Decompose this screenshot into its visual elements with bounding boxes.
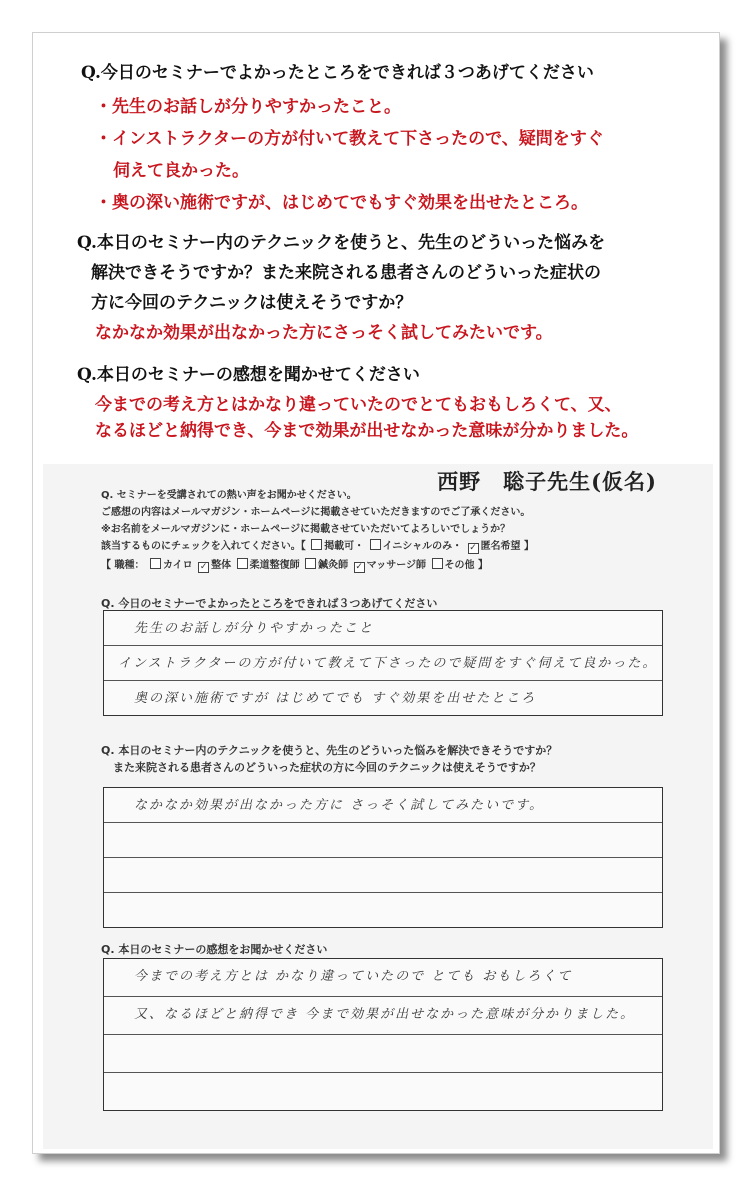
answer-line (104, 893, 662, 927)
testimonial-card (32, 32, 720, 1154)
answer-text: 奥の深い施術ですが はじめてでも すぐ効果を出せたところ (134, 691, 537, 706)
anonymous-label: 匿名希望 (480, 541, 521, 552)
answer-line (104, 823, 662, 858)
job-judo-label: 柔道整復師 (249, 560, 300, 571)
job-row (101, 556, 488, 573)
publish-ok-label: 掲載可・ (324, 541, 365, 552)
respondent-name: 西野 聡子先生(仮名) (437, 469, 657, 494)
q1-answer-3: ・奥の深い施術ですが、はじめてでもすぐ効果を出せたところ。 (95, 193, 588, 213)
q2-question-1: Q.本日のセミナー内のテクニックを使うと、先生のどういった悩みを (77, 233, 606, 253)
form-header-1: Q. セミナーを受講されての熱い声をお聞かせください。 (101, 490, 357, 501)
answer-line (104, 858, 662, 893)
q1-answer-2: ・インストラクターの方が付いて教えて下さったので、疑問をすぐ (95, 129, 604, 149)
job-acupuncture-checkbox[interactable] (305, 558, 316, 569)
answer-text: インストラクターの方が付いて教えて下さったので疑問をすぐ伺えて良かった。 (118, 656, 658, 671)
q1-question: Q.今日のセミナーでよかったところをできれば３つあげてください (81, 63, 594, 83)
section-2-answer-box (103, 787, 663, 928)
job-other-checkbox[interactable] (432, 558, 443, 569)
job-seitai-checkbox[interactable]: ✓ (199, 562, 208, 572)
section-2-title-1: Q. 本日のセミナー内のテクニックを使うと、先生のどういった悩みを解決できそうですか？ (101, 744, 558, 757)
section-3-title: Q. 本日のセミナーの感想をお聞かせください (101, 943, 328, 956)
q2-question-2: 解決できそうですか？また来院される患者さんのどういった症状の (91, 263, 601, 283)
q2-question-3: 方に今回のテクニックは使えそうですか？ (91, 293, 413, 313)
answer-line (104, 959, 662, 997)
check-prompt: 該当するものにチェックを入れてください。【 (101, 541, 306, 552)
job-close-bracket: 】 (477, 560, 488, 571)
form-header-3: ※お名前をメールマガジンに・ホームページに掲載させていただいてよろしいでしょうか？ (101, 524, 511, 535)
job-chiro-checkbox[interactable] (150, 558, 161, 569)
initials-only-checkbox[interactable] (370, 539, 381, 550)
q3-answer-1: 今までの考え方とはかなり違っていたのでとてもおもしろくて、又、 (95, 395, 622, 415)
q3-answer-2: なるほどと納得でき、今まで効果が出せなかった意味が分かりました。 (95, 421, 639, 441)
publish-consent-row (101, 537, 534, 554)
answer-text: 又、なるほどと納得でき 今まで効果が出せなかった意味が分かりました。 (134, 1007, 636, 1022)
answer-text: 今までの考え方とは かなり違っていたので とても おもしろくて (134, 969, 573, 984)
q1-answer-2-cont: 伺えて良かった。 (113, 161, 249, 181)
publish-ok-checkbox[interactable] (311, 539, 322, 550)
section-1-title: Q. 今日のセミナーでよかったところをできれば３つあげてください (101, 597, 438, 610)
q2-answer: なかなか効果が出なかった方にさっそく試してみたいです。 (95, 323, 553, 343)
section-3-answer-box (103, 958, 663, 1111)
section-1-answer-box (103, 610, 663, 716)
form-header-2: ご感想の内容はメールマガジン・ホームページに掲載させていただきますのでご了承ください。 (101, 507, 531, 518)
initials-only-label: イニシャルのみ・ (382, 541, 463, 552)
answer-line (104, 611, 662, 646)
job-acupuncture-label: 鍼灸師 (318, 560, 349, 571)
section-2-title-2: また来院される患者さんのどういった症状の方に今回のテクニックは使えそうですか？ (113, 761, 541, 774)
scanned-form (43, 464, 713, 1149)
answer-line (104, 788, 662, 823)
answer-line (104, 1073, 662, 1110)
q1-answer-1: ・先生のお話しが分りやすかったこと。 (95, 97, 401, 117)
job-massage-checkbox[interactable]: ✓ (355, 562, 363, 572)
job-seitai-label: 整体 (211, 560, 232, 571)
anonymous-checkbox[interactable]: ✓ (469, 543, 477, 553)
answer-text: なかなか効果が出なかった方に さっそく試してみたいです。 (134, 798, 545, 813)
answer-line (104, 681, 662, 715)
job-massage-label: マッサージ師 (366, 560, 427, 571)
job-judo-checkbox[interactable] (237, 558, 248, 569)
job-label: 【 職種： (101, 560, 145, 571)
q3-question: Q.本日のセミナーの感想を聞かせてください (77, 365, 420, 385)
answer-line (104, 1035, 662, 1073)
job-other-label: その他 (444, 560, 475, 571)
job-chiro-label: カイロ (162, 560, 193, 571)
answer-line (104, 997, 662, 1035)
answer-text: 先生のお話しが分りやすかったこと (134, 621, 375, 636)
close-bracket: 】 (524, 541, 535, 552)
answer-line (104, 646, 662, 681)
